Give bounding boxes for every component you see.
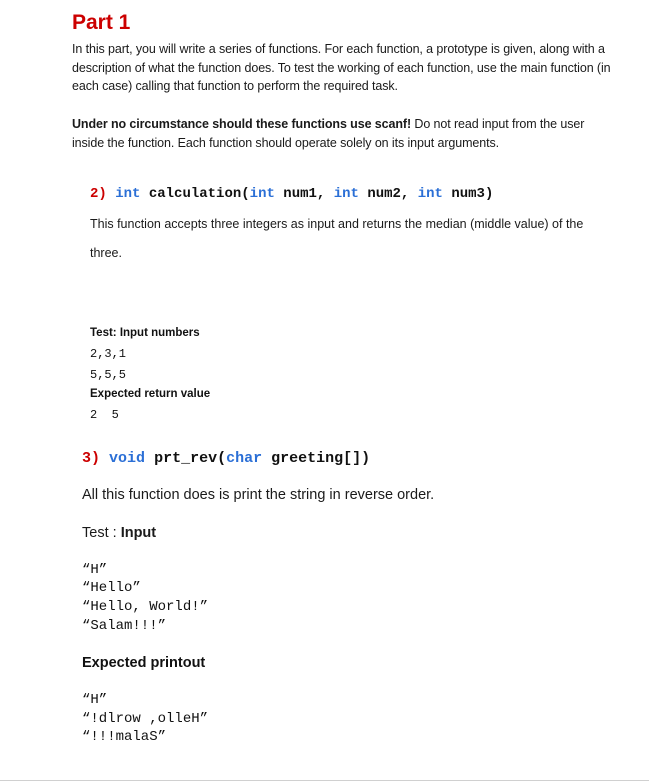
- return-type-keyword: void: [109, 450, 146, 467]
- function-2-test-label: Test: Input numbers: [90, 327, 200, 339]
- function-2-description-line1: This function accepts three integers as input and returns the median (middle value) of the: [90, 217, 584, 231]
- function-2-input: 2,3,1: [90, 347, 127, 361]
- param-name: num1,: [274, 186, 334, 202]
- function-name: prt_rev(: [154, 450, 227, 467]
- function-2-expected-label: Expected return value: [90, 388, 211, 400]
- page-title: Part 1: [72, 11, 131, 34]
- function-name: calculation(: [148, 186, 250, 202]
- function-3-signature: [82, 450, 370, 467]
- function-2-input: 5,5,5: [90, 368, 127, 382]
- function-3-input: “Salam!!!”: [82, 618, 167, 634]
- function-3-input: “Hello”: [82, 580, 141, 596]
- function-3-output: “H”: [82, 692, 108, 708]
- function-3-test-label: [82, 525, 156, 541]
- function-3-input: “Hello, World!”: [82, 599, 209, 615]
- param-type-keyword: int: [249, 186, 275, 202]
- test-prefix: Test :: [82, 525, 121, 541]
- function-3-description: All this function does is print the string in reverse order.: [82, 487, 435, 503]
- param-type-keyword: char: [226, 450, 263, 467]
- warning-paragraph: [72, 115, 612, 152]
- function-2-signature: [90, 186, 493, 202]
- function-3-number: 3): [82, 450, 101, 467]
- function-3-output: “!dlrow ,olleH”: [82, 711, 209, 727]
- intro-paragraph: In this part, you will write a series of functions. For each function, a prototype is given, along with a description of what the function does. To test the working of each function, use the main function (in each case) calling that function to perform the required task.: [72, 42, 611, 93]
- param-name: num2,: [358, 186, 418, 202]
- param-type-keyword: int: [333, 186, 359, 202]
- function-2-number: 2): [90, 186, 107, 202]
- warning-text: Do not read input from the user inside the function. Each function should operate solely on its input arguments.: [72, 117, 585, 150]
- function-3-input: “H”: [82, 562, 108, 578]
- function-2-description-line2: three.: [90, 246, 122, 260]
- test-input-label: Input: [120, 525, 157, 541]
- warning-bold: Under no circumstance should these functions use scanf!: [72, 117, 412, 131]
- param-name: greeting[]): [262, 450, 371, 467]
- function-3-expected-label: Expected printout: [82, 655, 206, 671]
- function-2-expected-value: 2 5: [90, 408, 119, 422]
- param-type-keyword: int: [417, 186, 443, 202]
- return-type-keyword: int: [115, 186, 141, 202]
- param-name: num3): [442, 186, 494, 202]
- function-3-output: “!!!malaS”: [82, 729, 167, 745]
